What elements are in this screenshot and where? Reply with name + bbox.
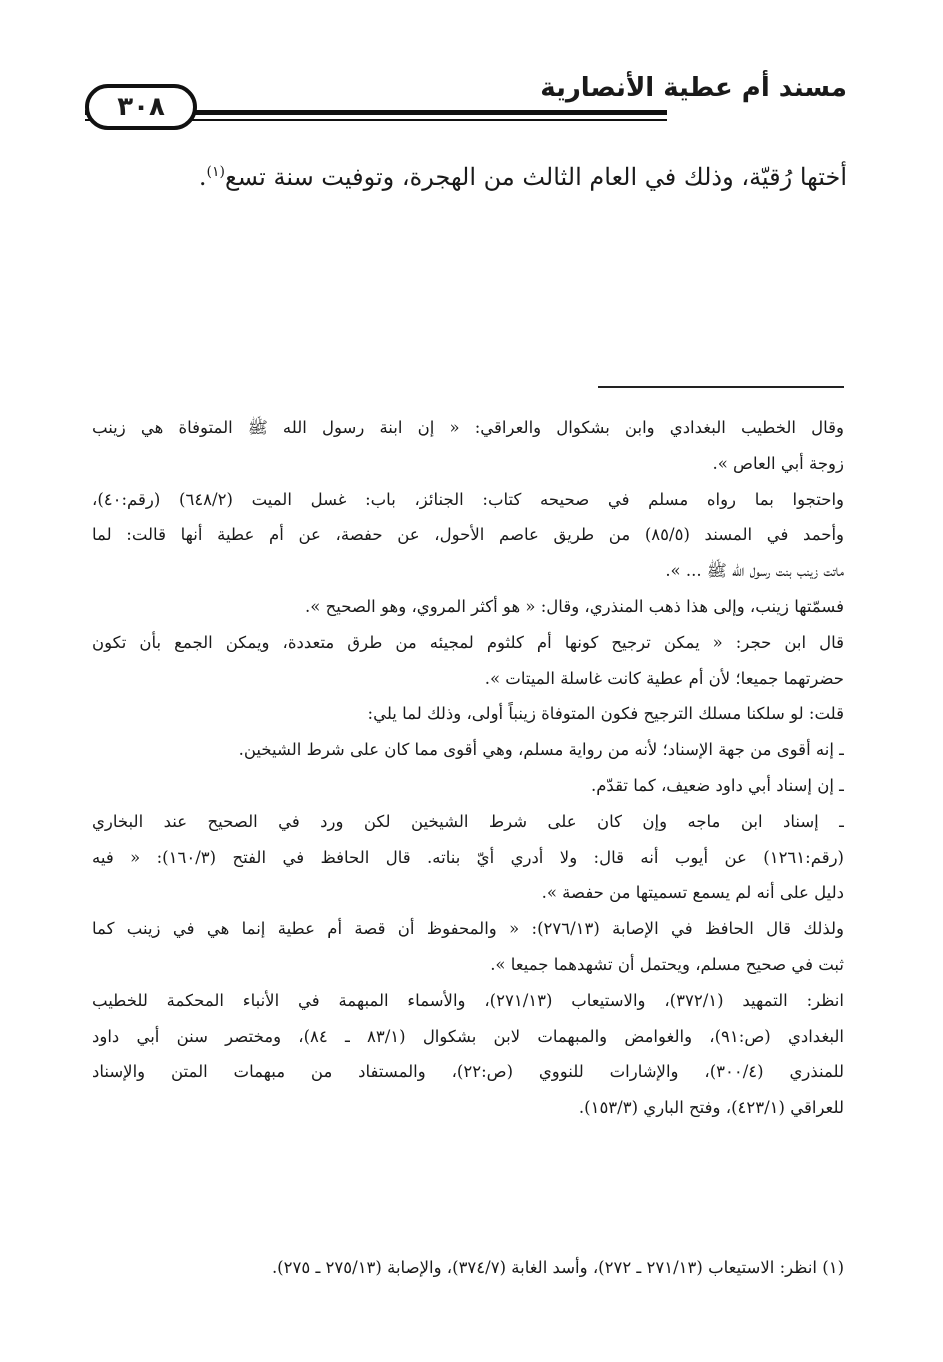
footnote-line: حضرتهما جميعا؛ لأن أم عطية كانت غاسلة الميتات ». [484, 668, 844, 688]
main-text-line [87, 148, 847, 201]
footnote-line: وقال الخطيب البغدادي وابن بشكوال والعراقي: « إن ابنة رسول الله ﷺ المتوفاة هي زينب [92, 418, 844, 437]
running-title: مسند أم عطية الأنصارية [540, 73, 847, 103]
footnote-line: ولذلك قال الحافظ في الإصابة (٢٧٦/١٣): « والمحفوظ أن قصة أم عطية إنما هي في زينب كما [92, 919, 844, 939]
footnote-line: ـ إسناد ابن ماجه وإن كان على شرط الشيخين لكن ورد في الصحيح عند البخاري [92, 811, 844, 831]
footnote-line: ـ إنه أقوى من جهة الإسناد؛ لأنه من رواية مسلم، وهي أقوى مما كان على شرط الشيخين. [238, 740, 844, 760]
footnote-line: فسمّتها زينب، وإلى هذا ذهب المنذري، وقال: « هو أكثر المروي، وهو الصحيح ». [304, 596, 844, 616]
footnote-line: واحتجوا بما رواه مسلم في صحيحه كتاب: الجنائز، باب: غسل الميت (٦٤٨/٢) (رقم:٤٠)، [92, 489, 844, 509]
footnote-body [92, 410, 844, 1126]
footnote-line: للمنذري (٣٠٠/٤)، والإشارات للنووي (ص:٢٢)، والمستفاد من مبهمات المتن والإسناد [92, 1062, 844, 1082]
footnote-line: زوجة أبي العاص ». [712, 453, 844, 473]
footnote-line: للعراقي (٤٢٣/١)، وفتح الباري (١٥٣/٣). [578, 1098, 844, 1118]
footnote-line: دليل على أنه لم يسمع تسميتها من حفصة ». [541, 883, 844, 903]
footnote-line: ـ إن إسناد أبي داود ضعيف، كما تقدّم. [590, 775, 844, 795]
footnote-line: ثبت في صحيح مسلم، ويحتمل أن تشهدهما جميعا ». [490, 954, 844, 974]
main-text: أختها رُقيّة، وذلك في العام الثالث من الهجرة، وتوفيت سنة تسع [224, 163, 847, 191]
main-text-end: . [198, 163, 207, 191]
footnote-1: (١) انظر: الاستيعاب (٢٧١/١٣ ـ ٢٧٢)، وأسد الغابة (٣٧٤/٧)، والإصابة (٢٧٥/١٣ ـ ٢٧٥). [271, 1258, 844, 1277]
footnote-line: (رقم:١٢٦١) عن أيوب أنه قال: ولا أدري أيّ بناته. قال الحافظ في الفتح (١٦٠/٣): « فيه [92, 847, 844, 867]
footnote-line: قال ابن حجر: « يمكن ترجيح كونها أم كلثوم لمجيئه من طرق متعددة، ويمكن الجمع بأن تكون [92, 632, 844, 652]
footnote-line: انظر: التمهيد (٣٧٢/١)، والاستيعاب (٢٧١/١٣)، والأسماء المبهمة في الأنباء المحكمة للخطيب [92, 990, 844, 1010]
page-header [85, 68, 847, 130]
page-number: ٣٠٨ [85, 84, 197, 130]
footnote-line: وأحمد في المسند (٨٥/٥) من طريق عاصم الأحول، عن حفصة، عن أم عطية أنها قالت: لما [92, 525, 844, 545]
footnote-separator [598, 386, 844, 388]
footnote-ref-1[interactable]: (١) [206, 164, 225, 180]
footnote-line: ماتت زينب بنت رسول الله ﷺ ... ». [665, 561, 844, 581]
footnote-line: قلت: لو سلكنا مسلك الترجيح فكون المتوفاة زينباً أولى، وذلك لما يلي: [367, 704, 844, 724]
footnote-line: البغدادي (ص:٩١)، والغوامض والمبهمات لابن بشكوال (٨٣/١ ـ ٨٤)، ومختصر سنن أبي داود [92, 1026, 844, 1046]
